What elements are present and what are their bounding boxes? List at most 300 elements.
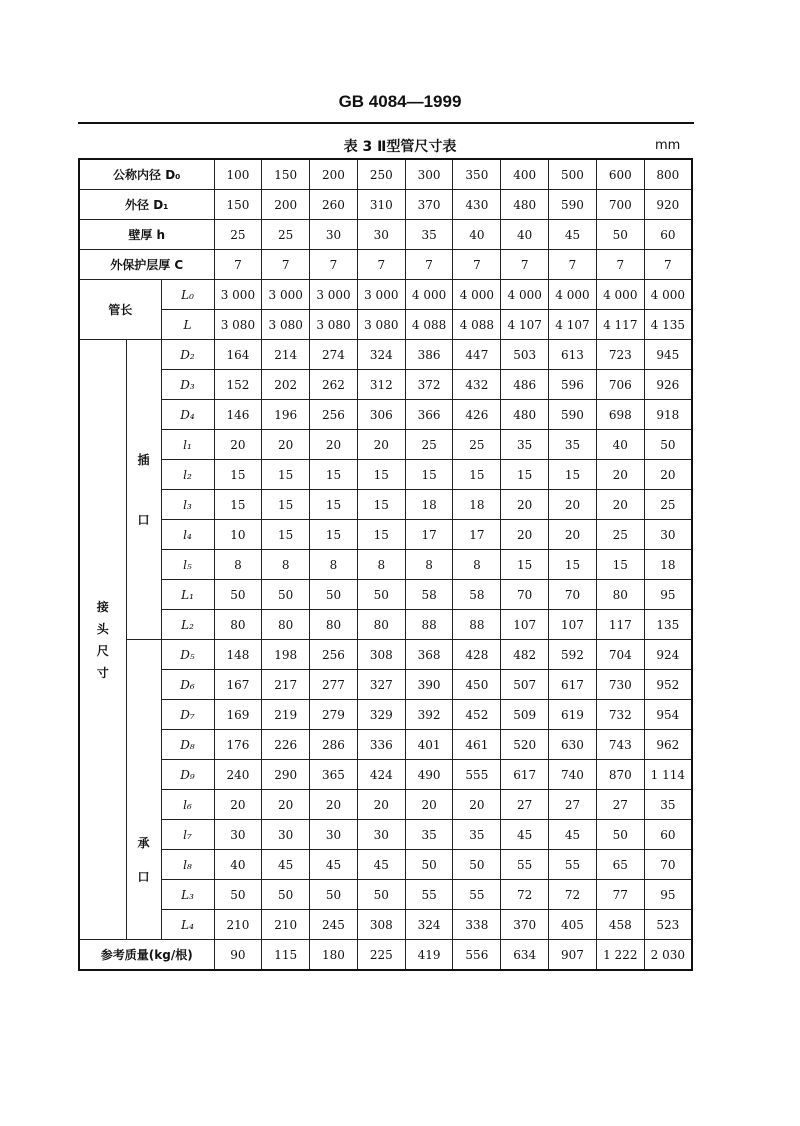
- value-cell: 35: [453, 820, 501, 850]
- table-row: [79, 370, 692, 400]
- value-cell: 15: [262, 520, 310, 550]
- value-cell: 210: [262, 910, 310, 940]
- value-cell: 70: [644, 850, 692, 880]
- table-row: [79, 640, 692, 670]
- value-cell: 310: [357, 190, 405, 220]
- value-cell: 8: [405, 550, 453, 580]
- value-cell: 15: [262, 460, 310, 490]
- value-cell: 202: [262, 370, 310, 400]
- value-cell: 4 000: [501, 280, 549, 310]
- symbol-cell: l₂: [161, 460, 214, 490]
- value-cell: 15: [596, 550, 644, 580]
- value-cell: 8: [262, 550, 310, 580]
- value-cell: 30: [262, 820, 310, 850]
- value-cell: 366: [405, 400, 453, 430]
- value-cell: 90: [214, 940, 262, 971]
- value-cell: 3 000: [310, 280, 358, 310]
- table-row: [79, 730, 692, 760]
- value-cell: 350: [453, 159, 501, 190]
- value-cell: 503: [501, 340, 549, 370]
- value-cell: 40: [214, 850, 262, 880]
- value-cell: 20: [262, 430, 310, 460]
- value-cell: 290: [262, 760, 310, 790]
- value-cell: 706: [596, 370, 644, 400]
- value-cell: 592: [549, 640, 597, 670]
- value-cell: 3 000: [262, 280, 310, 310]
- value-cell: 50: [596, 220, 644, 250]
- value-cell: 306: [357, 400, 405, 430]
- value-cell: 245: [310, 910, 358, 940]
- value-cell: 146: [214, 400, 262, 430]
- value-cell: 58: [453, 580, 501, 610]
- symbol-cell: l₃: [161, 490, 214, 520]
- value-cell: 329: [357, 700, 405, 730]
- value-cell: 50: [357, 580, 405, 610]
- value-cell: 50: [357, 880, 405, 910]
- value-cell: 523: [644, 910, 692, 940]
- value-cell: 30: [644, 520, 692, 550]
- value-cell: 7: [644, 250, 692, 280]
- value-cell: 20: [596, 490, 644, 520]
- value-cell: 30: [310, 220, 358, 250]
- value-cell: 226: [262, 730, 310, 760]
- symbol-cell: l₈: [161, 850, 214, 880]
- value-cell: 7: [310, 250, 358, 280]
- symbol-cell: D₉: [161, 760, 214, 790]
- value-cell: 15: [310, 460, 358, 490]
- value-cell: 45: [501, 820, 549, 850]
- value-cell: 480: [501, 190, 549, 220]
- value-cell: 619: [549, 700, 597, 730]
- value-cell: 256: [310, 400, 358, 430]
- value-cell: 15: [405, 460, 453, 490]
- value-cell: 447: [453, 340, 501, 370]
- table-row: [79, 310, 692, 340]
- table-row: [79, 880, 692, 910]
- value-cell: 405: [549, 910, 597, 940]
- vertical-label-char: 承: [137, 835, 150, 850]
- value-cell: 219: [262, 700, 310, 730]
- value-cell: 926: [644, 370, 692, 400]
- table-row: [79, 430, 692, 460]
- value-cell: 80: [357, 610, 405, 640]
- joint-label: [79, 340, 126, 940]
- value-cell: 3 000: [357, 280, 405, 310]
- value-cell: 308: [357, 910, 405, 940]
- value-cell: 15: [357, 520, 405, 550]
- value-cell: 10: [214, 520, 262, 550]
- value-cell: 20: [310, 430, 358, 460]
- value-cell: 45: [262, 850, 310, 880]
- symbol-cell: D₆: [161, 670, 214, 700]
- value-cell: 1 114: [644, 760, 692, 790]
- value-cell: 20: [453, 790, 501, 820]
- value-cell: 617: [549, 670, 597, 700]
- value-cell: 20: [549, 520, 597, 550]
- value-cell: 18: [644, 550, 692, 580]
- value-cell: 77: [596, 880, 644, 910]
- value-cell: 4 117: [596, 310, 644, 340]
- value-cell: 8: [214, 550, 262, 580]
- value-cell: 20: [214, 430, 262, 460]
- value-cell: 286: [310, 730, 358, 760]
- value-cell: 370: [501, 910, 549, 940]
- value-cell: 45: [310, 850, 358, 880]
- value-cell: 7: [501, 250, 549, 280]
- value-cell: 214: [262, 340, 310, 370]
- value-cell: 18: [453, 490, 501, 520]
- value-cell: 634: [501, 940, 549, 971]
- value-cell: 17: [453, 520, 501, 550]
- value-cell: 419: [405, 940, 453, 971]
- value-cell: 80: [310, 610, 358, 640]
- symbol-cell: L₄: [161, 910, 214, 940]
- value-cell: 17: [405, 520, 453, 550]
- value-cell: 58: [405, 580, 453, 610]
- value-cell: 452: [453, 700, 501, 730]
- symbol-cell: D₄: [161, 400, 214, 430]
- table-row: [79, 460, 692, 490]
- value-cell: 3 000: [214, 280, 262, 310]
- value-cell: 50: [644, 430, 692, 460]
- value-cell: 50: [214, 880, 262, 910]
- value-cell: 200: [262, 190, 310, 220]
- vertical-label-char: 头: [96, 621, 109, 636]
- value-cell: 15: [262, 490, 310, 520]
- value-cell: 40: [596, 430, 644, 460]
- value-cell: 4 000: [453, 280, 501, 310]
- value-cell: 30: [357, 820, 405, 850]
- value-cell: 35: [644, 790, 692, 820]
- value-cell: 386: [405, 340, 453, 370]
- value-cell: 486: [501, 370, 549, 400]
- value-cell: 55: [501, 850, 549, 880]
- value-cell: 15: [310, 490, 358, 520]
- row-label: 外径 D₁: [79, 190, 214, 220]
- value-cell: 35: [549, 430, 597, 460]
- value-cell: 308: [357, 640, 405, 670]
- value-cell: 150: [262, 159, 310, 190]
- value-cell: 72: [501, 880, 549, 910]
- value-cell: 945: [644, 340, 692, 370]
- spigot-label: [126, 340, 161, 640]
- table-row: [79, 190, 692, 220]
- value-cell: 600: [596, 159, 644, 190]
- value-cell: 50: [310, 880, 358, 910]
- symbol-cell: D₇: [161, 700, 214, 730]
- value-cell: 25: [596, 520, 644, 550]
- symbol-cell: D₂: [161, 340, 214, 370]
- value-cell: 15: [357, 460, 405, 490]
- value-cell: 7: [405, 250, 453, 280]
- symbol-cell: l₅: [161, 550, 214, 580]
- value-cell: 507: [501, 670, 549, 700]
- vertical-label-char: 接: [96, 599, 109, 614]
- value-cell: 20: [357, 790, 405, 820]
- value-cell: 107: [501, 610, 549, 640]
- value-cell: 952: [644, 670, 692, 700]
- value-cell: 45: [549, 820, 597, 850]
- value-cell: 924: [644, 640, 692, 670]
- header-rule: [78, 122, 694, 124]
- table-row: [79, 910, 692, 940]
- vertical-label-char: 口: [137, 869, 150, 884]
- value-cell: 617: [501, 760, 549, 790]
- value-cell: 80: [214, 610, 262, 640]
- value-cell: 198: [262, 640, 310, 670]
- value-cell: 25: [644, 490, 692, 520]
- value-cell: 15: [310, 520, 358, 550]
- value-cell: 50: [262, 880, 310, 910]
- value-cell: 401: [405, 730, 453, 760]
- value-cell: 117: [596, 610, 644, 640]
- value-cell: 450: [453, 670, 501, 700]
- symbol-cell: L₁: [161, 580, 214, 610]
- value-cell: 7: [596, 250, 644, 280]
- value-cell: 20: [596, 460, 644, 490]
- table-row: [79, 760, 692, 790]
- value-cell: 613: [549, 340, 597, 370]
- value-cell: 27: [501, 790, 549, 820]
- table-row: [79, 940, 692, 971]
- value-cell: 80: [596, 580, 644, 610]
- value-cell: 72: [549, 880, 597, 910]
- value-cell: 8: [453, 550, 501, 580]
- value-cell: 3 080: [214, 310, 262, 340]
- standard-number: GB 4084—1999: [338, 92, 462, 111]
- value-cell: 500: [549, 159, 597, 190]
- value-cell: 509: [501, 700, 549, 730]
- value-cell: 262: [310, 370, 358, 400]
- value-cell: 20: [501, 490, 549, 520]
- value-cell: 336: [357, 730, 405, 760]
- value-cell: 704: [596, 640, 644, 670]
- table-row: [79, 220, 692, 250]
- value-cell: 20: [262, 790, 310, 820]
- symbol-cell: L: [161, 310, 214, 340]
- value-cell: 392: [405, 700, 453, 730]
- value-cell: 800: [644, 159, 692, 190]
- value-cell: 18: [405, 490, 453, 520]
- value-cell: 338: [453, 910, 501, 940]
- table-row: [79, 550, 692, 580]
- value-cell: 95: [644, 880, 692, 910]
- value-cell: 80: [262, 610, 310, 640]
- row-label: 公称内径 D₀: [79, 159, 214, 190]
- pipe-length-label: 管长: [79, 280, 161, 340]
- value-cell: 555: [453, 760, 501, 790]
- value-cell: 432: [453, 370, 501, 400]
- value-cell: 40: [453, 220, 501, 250]
- value-cell: 167: [214, 670, 262, 700]
- table-row: [79, 610, 692, 640]
- table-row: [79, 820, 692, 850]
- value-cell: 4 000: [644, 280, 692, 310]
- value-cell: 7: [262, 250, 310, 280]
- value-cell: 15: [501, 460, 549, 490]
- value-cell: 50: [405, 850, 453, 880]
- socket-label: [126, 640, 161, 940]
- value-cell: 15: [214, 490, 262, 520]
- value-cell: 732: [596, 700, 644, 730]
- value-cell: 300: [405, 159, 453, 190]
- table-title: 表 3 Ⅱ型管尺寸表: [343, 139, 457, 155]
- vertical-label-char: 口: [137, 512, 150, 527]
- value-cell: 7: [453, 250, 501, 280]
- value-cell: 225: [357, 940, 405, 971]
- value-cell: 4 000: [549, 280, 597, 310]
- value-cell: 107: [549, 610, 597, 640]
- value-cell: 15: [357, 490, 405, 520]
- value-cell: 20: [501, 520, 549, 550]
- symbol-cell: L₀: [161, 280, 214, 310]
- value-cell: 324: [405, 910, 453, 940]
- value-cell: 15: [501, 550, 549, 580]
- table-row: [79, 520, 692, 550]
- value-cell: 35: [405, 220, 453, 250]
- value-cell: 180: [310, 940, 358, 971]
- value-cell: 50: [453, 850, 501, 880]
- value-cell: 15: [214, 460, 262, 490]
- table-row: [79, 250, 692, 280]
- value-cell: 95: [644, 580, 692, 610]
- value-cell: 590: [549, 190, 597, 220]
- value-cell: 20: [644, 460, 692, 490]
- value-cell: 7: [357, 250, 405, 280]
- value-cell: 70: [549, 580, 597, 610]
- value-cell: 210: [214, 910, 262, 940]
- value-cell: 1 222: [596, 940, 644, 971]
- value-cell: 740: [549, 760, 597, 790]
- value-cell: 150: [214, 190, 262, 220]
- value-cell: 30: [357, 220, 405, 250]
- value-cell: 920: [644, 190, 692, 220]
- value-cell: 324: [357, 340, 405, 370]
- value-cell: 279: [310, 700, 358, 730]
- symbol-cell: l₆: [161, 790, 214, 820]
- value-cell: 630: [549, 730, 597, 760]
- value-cell: 480: [501, 400, 549, 430]
- value-cell: 390: [405, 670, 453, 700]
- mass-label: 参考质量(kg/根): [79, 940, 214, 971]
- value-cell: 4 000: [405, 280, 453, 310]
- value-cell: 176: [214, 730, 262, 760]
- value-cell: 250: [357, 159, 405, 190]
- value-cell: 152: [214, 370, 262, 400]
- value-cell: 35: [501, 430, 549, 460]
- value-cell: 274: [310, 340, 358, 370]
- value-cell: 4 135: [644, 310, 692, 340]
- symbol-cell: l₁: [161, 430, 214, 460]
- vertical-label-char: 尺: [96, 643, 109, 658]
- table-row: [79, 700, 692, 730]
- table-row: [79, 850, 692, 880]
- value-cell: 368: [405, 640, 453, 670]
- value-cell: 7: [549, 250, 597, 280]
- value-cell: 7: [214, 250, 262, 280]
- value-cell: 217: [262, 670, 310, 700]
- value-cell: 88: [405, 610, 453, 640]
- symbol-cell: L₂: [161, 610, 214, 640]
- value-cell: 596: [549, 370, 597, 400]
- value-cell: 327: [357, 670, 405, 700]
- symbol-cell: D₅: [161, 640, 214, 670]
- vertical-label-char: 插: [137, 452, 150, 467]
- value-cell: 700: [596, 190, 644, 220]
- value-cell: 55: [453, 880, 501, 910]
- value-cell: 2 030: [644, 940, 692, 971]
- value-cell: 400: [501, 159, 549, 190]
- symbol-cell: l₇: [161, 820, 214, 850]
- table-row: [79, 790, 692, 820]
- value-cell: 556: [453, 940, 501, 971]
- value-cell: 256: [310, 640, 358, 670]
- value-cell: 115: [262, 940, 310, 971]
- unit-label: mm: [655, 138, 681, 153]
- value-cell: 723: [596, 340, 644, 370]
- value-cell: 25: [214, 220, 262, 250]
- value-cell: 50: [310, 580, 358, 610]
- value-cell: 4 000: [596, 280, 644, 310]
- table-row: [79, 159, 692, 190]
- value-cell: 35: [405, 820, 453, 850]
- value-cell: 45: [549, 220, 597, 250]
- value-cell: 461: [453, 730, 501, 760]
- value-cell: 4 088: [453, 310, 501, 340]
- value-cell: 20: [405, 790, 453, 820]
- value-cell: 164: [214, 340, 262, 370]
- value-cell: 148: [214, 640, 262, 670]
- value-cell: 482: [501, 640, 549, 670]
- value-cell: 698: [596, 400, 644, 430]
- value-cell: 428: [453, 640, 501, 670]
- value-cell: 50: [596, 820, 644, 850]
- value-cell: 907: [549, 940, 597, 971]
- table-row: [79, 400, 692, 430]
- row-label: 壁厚 h: [79, 220, 214, 250]
- value-cell: 730: [596, 670, 644, 700]
- table-row: [79, 580, 692, 610]
- value-cell: 372: [405, 370, 453, 400]
- value-cell: 40: [501, 220, 549, 250]
- value-cell: 45: [357, 850, 405, 880]
- value-cell: 260: [310, 190, 358, 220]
- value-cell: 27: [596, 790, 644, 820]
- value-cell: 15: [549, 460, 597, 490]
- value-cell: 590: [549, 400, 597, 430]
- value-cell: 20: [357, 430, 405, 460]
- value-cell: 3 080: [310, 310, 358, 340]
- value-cell: 15: [549, 550, 597, 580]
- value-cell: 962: [644, 730, 692, 760]
- value-cell: 4 107: [501, 310, 549, 340]
- value-cell: 169: [214, 700, 262, 730]
- value-cell: 4 088: [405, 310, 453, 340]
- table-row: [79, 670, 692, 700]
- value-cell: 4 107: [549, 310, 597, 340]
- value-cell: 15: [453, 460, 501, 490]
- value-cell: 430: [453, 190, 501, 220]
- value-cell: 200: [310, 159, 358, 190]
- value-cell: 196: [262, 400, 310, 430]
- value-cell: 30: [310, 820, 358, 850]
- symbol-cell: D₈: [161, 730, 214, 760]
- value-cell: 3 080: [357, 310, 405, 340]
- value-cell: 3 080: [262, 310, 310, 340]
- value-cell: 60: [644, 220, 692, 250]
- value-cell: 55: [405, 880, 453, 910]
- value-cell: 50: [262, 580, 310, 610]
